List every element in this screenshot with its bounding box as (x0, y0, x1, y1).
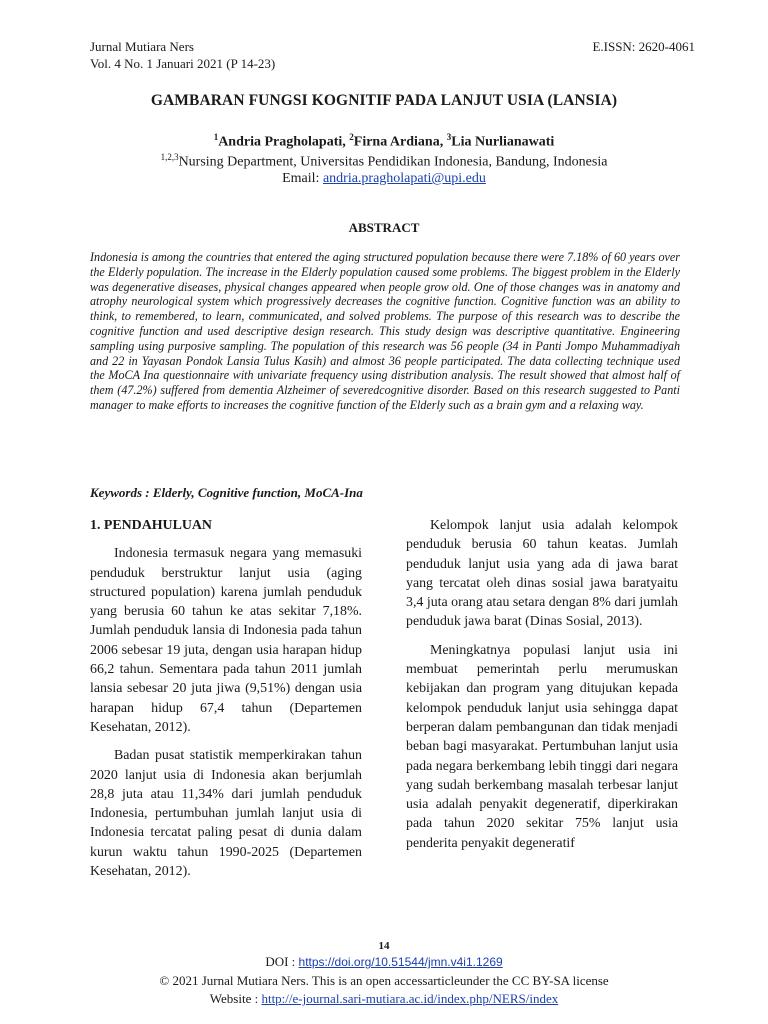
journal-eissn: E.ISSN: 2620-4061 (592, 39, 695, 54)
author-list (0, 132, 768, 151)
author-1-name: Andria Pragholapati, (218, 134, 350, 150)
abstract-text: Indonesia is among the countries that entered the aging structured population because there were 7.18% of 60 years over the Elderly population. The increase in the Elderly population caused some problems. The biggest problem in the Elderly was degenerative diseases, physical changes appeared when people grow old. One of those changes was in anatomy and atrophy neurological system which progressively decreases the cognitive function. Cognitive function was an ability to think, to remembered, to learn, communicated, and solved problems. The purpose of this research was to describe the cognitive function and used descriptive design research. This study design was descriptive quantitative. Engineering sampling using purposive sampling. The population of this research was 56 people (34 in Panti Jompo Muhammadiyah and 22 in Yayasan Pondok Lansia Tulus Kasih) and almost 36 people participated. The data collecting technique used the MoCA Ina questionnaire with univariate frequency using distribution analysis. The result showed that almost half of them (47.2%) suffered from dementia Alzheimer of severedcognitive disorder. Based on this research suggested to Panti manager to make efforts to increases the cognitive function of the Elderly such as a brain gym and a relaxing way. (90, 250, 680, 412)
section-heading: 1. PENDAHULUAN (90, 518, 212, 533)
running-header-left (90, 38, 275, 72)
body-paragraph: Kelompok lanjut usia adalah kelompok penduduk berusia 60 tahun keatas. Jumlah penduduk lanjut usia yang ada di jawa barat yang tercatat oleh dinas sosial jawa baratyaitu 3,4 juta orang atau setara dengan 8% dari jumlah penduduk jawa barat (Dinas Sosial, 2013). (406, 518, 678, 630)
author-2-name: Firna Ardiana, (353, 134, 447, 150)
affiliation-sup: 1,2,3 (160, 152, 179, 162)
license-text: © 2021 Jurnal Mutiara Ners. This is an open accessarticleunder the CC BY-SA license (159, 973, 609, 988)
body-column-right (406, 516, 678, 862)
journal-volume: Vol. 4 No. 1 Januari 2021 (P 14-23) (90, 56, 276, 71)
website-label: Website : (209, 991, 262, 1006)
author-3-sup: 3 (446, 132, 452, 142)
page-number: 14 (378, 940, 390, 952)
doi-label: DOI : (265, 954, 299, 969)
affiliation-text: Nursing Department, Universitas Pendidikan Indonesia, Bandung, Indonesia (178, 154, 608, 170)
abstract-heading: ABSTRACT (348, 220, 420, 235)
website-link[interactable]: http://e-journal.sari-mutiara.ac.id/index.php/NERS/index (261, 991, 559, 1006)
journal-name: Jurnal Mutiara Ners (90, 39, 194, 54)
doi-line (0, 954, 768, 970)
email-link[interactable]: andria.pragholapati@upi.edu (322, 171, 486, 186)
doi-link[interactable]: https://doi.org/10.51544/jmn.v4i1.1269 (298, 955, 503, 969)
keywords: Keywords : Elderly, Cognitive function, MoCA-Ina (90, 485, 363, 500)
body-paragraph: Indonesia termasuk negara yang memasuki penduduk berstruktur lanjut usia (aging structured population) karena jumlah penduduk yang berusia 60 tahun ke atas sekitar 7,18%. Jumlah penduduk lansia di Indonesia pada tahun 2006 sebesar 19 juta, dengan usia harapan hidup 66,2 tahun. Sementara pada tahun 2011 jumlah lansia sebesar 20 juta jiwa (9,51%) dengan usia harapan hidup 67,4 tahun (Departemen Kesehatan, 2012). (90, 546, 362, 735)
author-2-sup: 2 (349, 132, 354, 142)
author-3-name: Lia Nurlianawati (451, 134, 555, 150)
body-paragraph: Meningkatnya populasi lanjut usia ini membuat pemerintah perlu merumuskan kebijakan dan program yang ditujukan kepada kelompok penduduk lanjut usia sehingga dapat berperan dalam pembangunan dan tidak menjadi beban bagi masyarakat. Pertumbuhan lanjut usia pada negara berkembang lebih tinggi dari negara yang sudah berkembang masalah terbesar lanjut usia adalah penyakit degeneratif, diperkirakan pada tahun 2020 sekitar 75% lanjut usia penderita penyakit degeneratif (406, 642, 678, 851)
affiliation (0, 152, 768, 171)
author-1-sup: 1 (213, 132, 219, 142)
email-label: Email: (282, 171, 323, 186)
body-column-left (90, 516, 362, 890)
website-line (0, 991, 768, 1007)
email-line (0, 171, 768, 187)
paper-title: GAMBARAN FUNGSI KOGNITIF PADA LANJUT USIA (LANSIA) (150, 92, 618, 109)
body-paragraph: Badan pusat statistik memperkirakan tahun 2020 lanjut usia di Indonesia akan berjumlah 28,8 juta atau 11,34% dari jumlah penduduk Indonesia, pertumbuhan jumlah lanjut usia di Indonesia tercatat paling pesat di dunia dalam kurun waktu tahun 1990-2025 (Departemen Kesehatan, 2012). (90, 748, 362, 880)
